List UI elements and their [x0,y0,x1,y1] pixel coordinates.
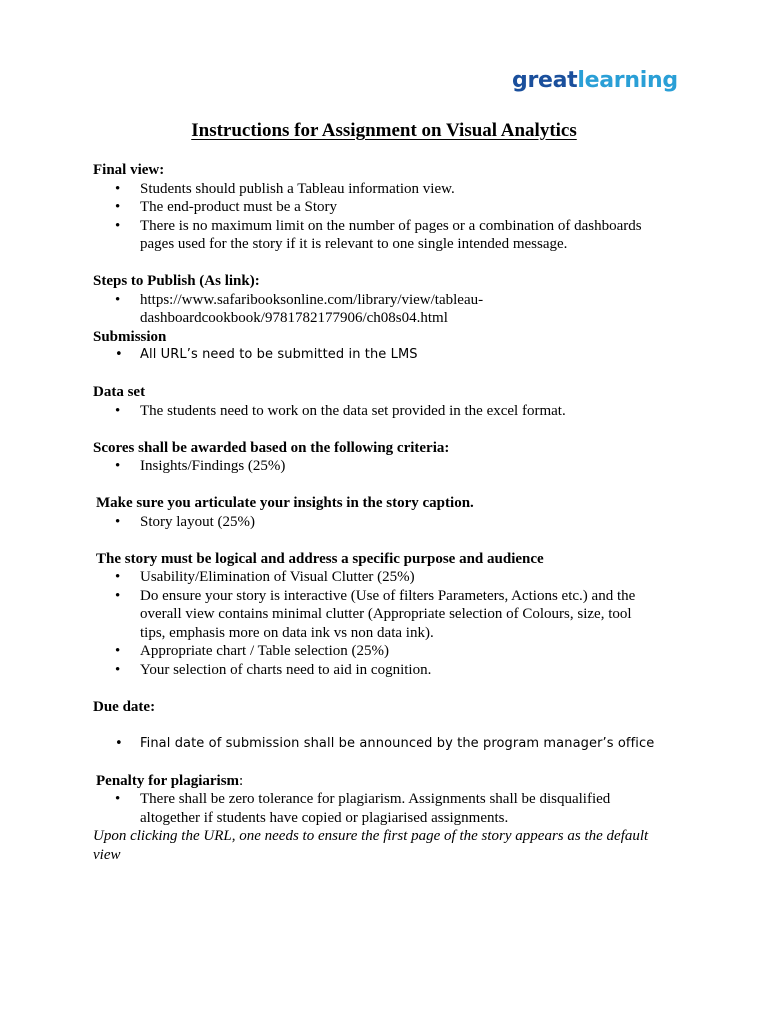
steps-heading: Steps to Publish (As link): [93,273,260,289]
list-item: • The end-product must be a Story [140,198,673,217]
page-title: Instructions for Assignment on Visual Analytics [191,120,577,141]
submission-heading: Submission [93,328,167,345]
data-set-list [93,402,673,421]
document-body [93,161,673,864]
scores-heading: Scores shall be awarded based on the following criteria: [93,439,450,456]
list-item: • Insights/Findings (25%) [140,457,673,476]
list-item: • All URL’s need to be submitted in the LMS [140,346,673,365]
data-set-heading: Data set [93,384,146,400]
story-heading: The story must be logical and address a specific purpose and audience [96,550,544,567]
penalty-heading-line: Penalty for plagiarism: [96,772,244,789]
insights-heading: Make sure you articulate your insights in the story caption. [96,495,474,511]
list-item: • Appropriate chart / Table selection (25%) [140,642,673,661]
publish-link[interactable]: • https://www.safaribooksonline.com/library/view/tableau-dashboardcookbook/9781782177906/ch08s04.html [140,291,520,328]
list-item: • Final date of submission shall be announced by the program manager’s office [140,735,673,754]
list-item: • Students should publish a Tableau information view. [140,180,673,199]
submission-list [93,346,673,365]
list-item: • There shall be zero tolerance for plagiarism. Assignments shall be disqualified altogether if students have copied or plagiarised assignments. [140,790,640,827]
greatlearning-logo: greatlearning [512,68,678,93]
list-item: • Your selection of charts need to aid in cognition. [140,661,673,680]
list-item: • The students need to work on the data set provided in the excel format. [140,402,673,421]
story-list [93,568,673,679]
final-view-list [93,180,673,254]
penalty-heading: Penalty for plagiarism [96,772,240,789]
list-item: • Do ensure your story is interactive (Use of filters Parameters, Actions etc.) and the overall view contains minimal clutter (Appropriate selection of Colours, size, tool tips, emphasis more on data ink vs non data ink). [140,587,660,643]
list-item: • Usability/Elimination of Visual Clutter (25%) [140,568,673,587]
due-date-heading: Due date: [93,698,156,715]
list-item: • Story layout (25%) [140,513,673,532]
scores-list [93,457,673,476]
list-item: • There is no maximum limit on the number of pages or a combination of dashboards pages used for the story if it is relevant to one single intended message. [140,217,673,254]
steps-list [93,291,673,328]
penalty-list [93,790,673,827]
final-view-heading: Final view: [93,162,165,178]
due-date-list [93,735,673,754]
insights-list [93,513,673,532]
footer-note: Upon clicking the URL, one needs to ensure the first page of the story appears as the default view [93,828,649,863]
